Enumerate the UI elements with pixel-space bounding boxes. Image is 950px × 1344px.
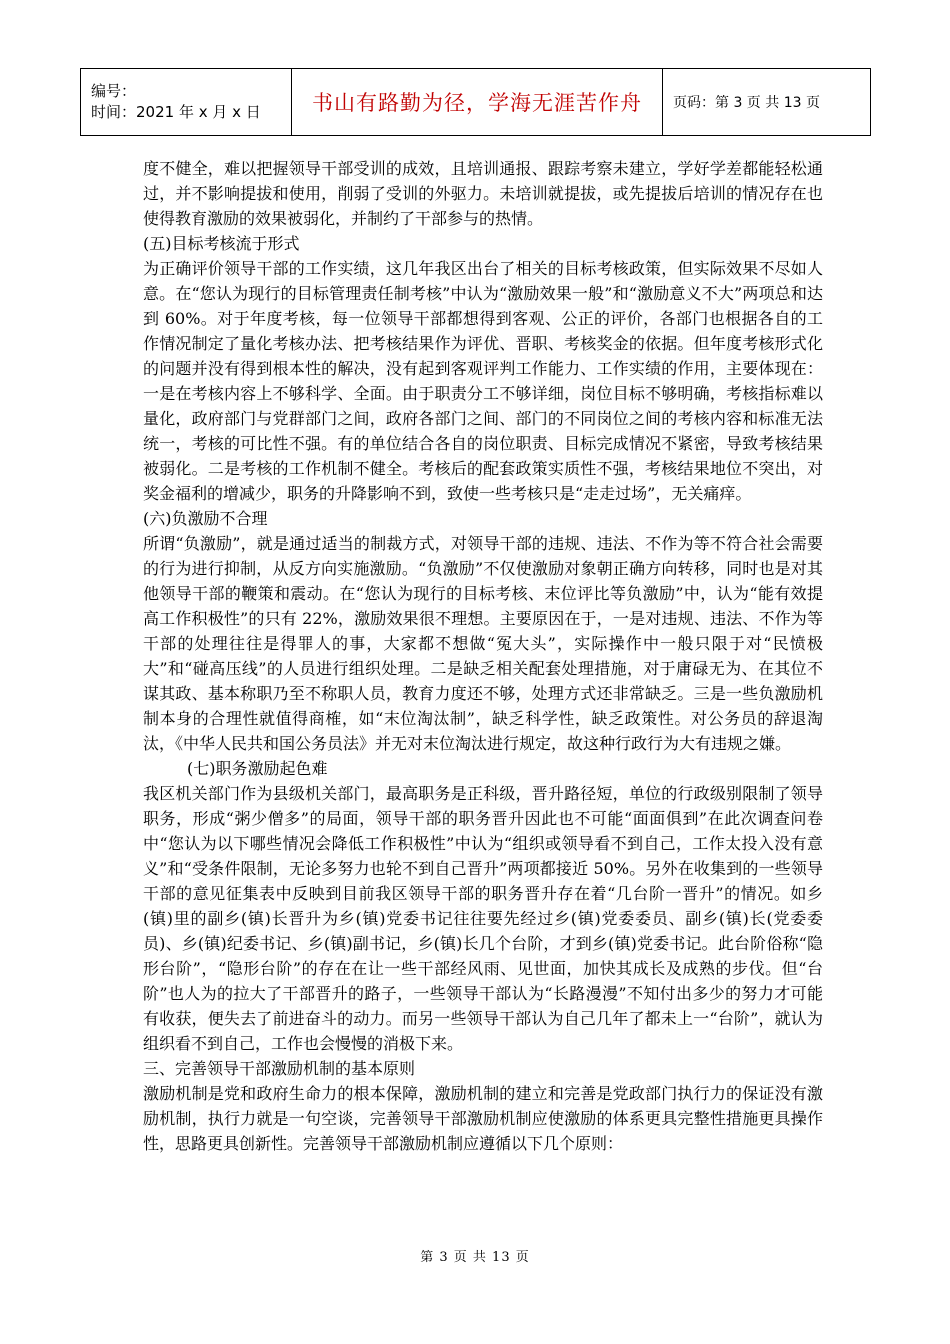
paragraph-promotion-incentive: 我区机关部门作为县级机关部门，最高职务是正科级，晋升路径短，单位的行政级别限制了领导职务，形成“粥少僧多”的局面，领导干部的职务晋升因此也不可能“面面俱到”在此次调查问卷中“您认为以下哪些情况会降低工作积极性”中认为“组织或领导看不到自己，工作太投入没有意义”和“受条件限制，无论多努力也轮不到自己晋升”两项都接近 50%。另外在收集到的一些领导干部的意见征集表中反映到目前我区领导干部的职务晋升存在着“几台阶一晋升”的情况。如乡(镇)里的副乡(镇)长晋升为乡(镇)党委书记往往要先经过乡(镇)党委委员、副乡(镇)长(党委委员)、乡(镇)纪委书记、乡(镇)副书记，乡(镇)长几个台阶，才到乡(镇)党委书记。此台阶俗称“隐形台阶”，“隐形台阶”的存在在让一些干部经风雨、见世面，加快其成长及成熟的步伐。但“台阶”也人为的拉大了干部晋升的路子，一些领导干部认为“长路漫漫”不知付出多少的努力才可能有收获，便失去了前进奋斗的动力。而另一些领导干部认为自己几年了都未上一“台阶”，就认为组织看不到自己，工作也会慢慢的消极下来。: [143, 784, 823, 1053]
document-time-label: 时间：2021 年 x 月 x 日: [91, 103, 261, 121]
header-page-number: 页码：第 3 页 共 13 页: [673, 95, 820, 111]
header-meta-cell: [81, 69, 292, 136]
paragraph-negative-incentive: 所谓“负激励”，就是通过适当的制裁方式，对领导干部的违规、违法、不作为等不符合社会需要的行为进行抑制，从反方向实施激励。“负激励”不仅使激励对象朝正确方向转移，同时也是对其他领导干部的鞭策和震动。在“您认为现行的目标考核、末位评比等负激励”中，认为“能有效提高工作积极性”的只有 22%，激励效果很不理想。主要原因在于，一是对违规、违法、不作为等干部的处理往往是得罪人的事，大家都不想做“冤大头”，实际操作中一般只限于对“民愤极大”和“碰高压线”的人员进行组织处理。二是缺乏相关配套处理措施，对于庸碌无为、在其位不谋其政、基本称职乃至不称职人员，教育力度还不够，处理方式还非常缺乏。三是一些负激励机制本身的合理性就值得商榷，如“末位淘汰制”，缺乏科学性，缺乏政策性。对公务员的辞退淘汰，《中华人民共和国公务员法》并无对末位淘汰进行规定，故这种行政行为大有违规之嫌。: [143, 534, 823, 753]
paragraph-principles-intro: 激励机制是党和政府生命力的根本保障，激励机制的建立和完善是党政部门执行力的保证没有激励机制，执行力就是一句空谈，完善领导干部激励机制应使激励的体系更具完整性措施更具操作性，思路更具创新性。完善领导干部激励机制应遵循以下几个原则：: [143, 1084, 823, 1153]
document-number-label: 编号：: [91, 82, 137, 100]
header-motto-cell: [292, 69, 663, 136]
document-body: [143, 156, 823, 1156]
paragraph-target-assessment: 为正确评价领导干部的工作实绩，这几年我区出台了相关的目标考核政策，但实际效果不尽如人意。在“您认为现行的目标管理责任制考核”中认为“激励效果一般”和“激励意义不大”两项总和达到 60%。对于年度考核，每一位领导干部都想得到客观、公正的评价，各部门也根据各自的工作情况制定了量化考核办法、把考核结果作为评优、晋职、考核奖金的依据。但年度考核形式化的问题并没有得到根本性的解决，没有起到客观评判工作能力、工作实绩的作用，主要体现在：一是在考核内容上不够科学、全面。由于职责分工不够详细，岗位目标不够明确，考核指标难以量化，政府部门与党群部门之间，政府各部门之间、部门的不同岗位之间的考核内容和标准无法统一，考核的可比性不强。有的单位结合各自的岗位职责、目标完成情况不紧密，导致考核结果被弱化。二是考核的工作机制不健全。考核后的配套政策实质性不强，考核结果地位不突出，对奖金福利的增减少，职务的升降影响不到，致使一些考核只是“走走过场”，无关痛痒。: [143, 259, 823, 503]
header-page-cell: [663, 69, 871, 136]
section-heading-3: 三、完善领导干部激励机制的基本原则: [143, 1059, 416, 1078]
page-footer: 第 3 页 共 13 页: [420, 1250, 530, 1265]
page-header: [80, 68, 871, 136]
paragraph-continuation: 度不健全，难以把握领导干部受训的成效，且培训通报、跟踪考察未建立，学好学差都能轻松通过，并不影响提拔和使用，削弱了受训的外驱力。未培训就提拔，或先提拔后培训的情况存在也使得教育激励的效果被弱化，并制约了干部参与的热情。: [143, 159, 823, 228]
section-heading-6: (六)负激励不合理: [143, 509, 268, 528]
section-heading-5: (五)目标考核流于形式: [143, 234, 300, 253]
section-heading-7: (七)职务激励起色难: [187, 759, 328, 778]
header-motto: 书山有路勤为径，学海无涯苦作舟: [312, 91, 642, 115]
